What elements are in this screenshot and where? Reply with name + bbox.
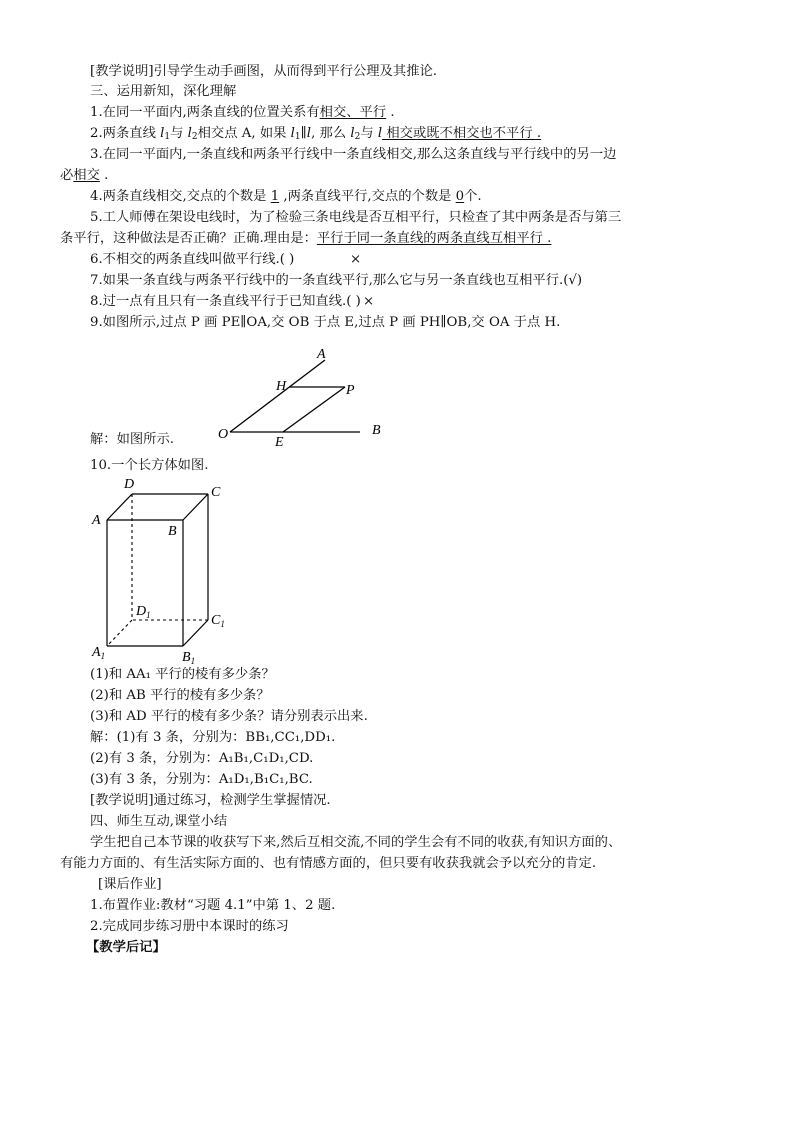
summary-line-2: 有能力方面的、有生活实际方面的、也有情感方面的，但只要有收获我就会予以充分的肯定. (60, 856, 597, 871)
teaching-note-1: [教学说明]引导学生动手画图，从而得到平行公理及其推论. (90, 64, 438, 79)
label-c: C (211, 485, 221, 500)
sub-question-1: (1)和 AA₁ 平行的棱有多少条？ (90, 667, 275, 682)
question-8: 8.过一点有且只有一条直线平行于已知直线.( ) (90, 294, 361, 309)
solution-1: 解：(1)有 3 条，分别为：BB₁,CC₁,DD₁. (90, 730, 336, 745)
question-2: 2.两条直线 $l_1$与 $l_2$相交点 A, 如果 $l_1\parallel l$, 那么 $l_2$与 l 相交或既不相交也不平行 . (90, 126, 542, 142)
edge-d1a1 (107, 620, 132, 646)
label-o: O (218, 427, 229, 442)
label-e: E (275, 435, 284, 450)
summary-line-1: 学生把自己本节课的收获写下来,然后互相交流,不同的学生会有不同的收获,有知识方面的、 (90, 835, 622, 850)
question-3-line-1: 3.在同一平面内,一条直线和两条平行线中一条直线相交,那么这条直线与平行线中的另一边 (90, 147, 617, 162)
section-4-heading: 四、师生互动,课堂小结 (90, 814, 228, 829)
question-9-solution: 解：如图所示. (90, 432, 175, 447)
label-a: A (317, 347, 326, 362)
question-9: 9.如图所示,过点 P 画 PE∥OA,交 OB 于点 E,过点 P 画 PH∥OB,交 OA 于点 H. (90, 315, 561, 330)
homework-item-2: 2.完成同步练习册中本课时的练习 (90, 919, 289, 934)
homework-heading: [课后作业] (98, 877, 162, 892)
label-b: B (168, 524, 177, 539)
homework-item-1: 1.布置作业:教材“习题 4.1”中第 1、2 题. (90, 898, 336, 913)
question-6: 6.不相交的两条直线叫做平行线.( ) (90, 252, 295, 267)
cross-mark-q6: × (350, 252, 362, 267)
sub-question-3: (3)和 AD 平行的棱有多少条？请分别表示出来. (90, 709, 368, 724)
edge-bc (183, 494, 208, 520)
question-5-line-2: 条平行，这种做法是否正确？正确.理由是：平行于同一条直线的两条直线互相平行 . (60, 231, 552, 246)
question-7: 7.如果一条直线与两条平行线中的一条直线平行,那么它与另一条直线也互相平行.(√) (90, 273, 583, 288)
question-10: 10.一个长方体如图. (90, 458, 209, 473)
teaching-note-2: [教学说明]通过练习，检测学生掌握情况. (90, 793, 331, 808)
question-5-line-1: 5.工人师傅在架设电线时，为了检验三条电线是否互相平行，只检查了其中两条是否与第三 (90, 210, 622, 225)
label-a1: $A_1$ (92, 645, 106, 661)
teaching-postscript-heading: 【教学后记】 (86, 940, 166, 955)
label-d1: $D_1$ (136, 604, 151, 620)
label-b1: $B_1$ (182, 650, 196, 666)
solution-3: (3)有 3 条，分别为：A₁D₁,B₁C₁,BC. (90, 772, 313, 787)
label-a: A (92, 513, 101, 528)
solution-2: (2)有 3 条，分别为：A₁B₁,C₁D₁,CD. (90, 751, 314, 766)
section-3-heading: 三、运用新知，深化理解 (90, 84, 237, 99)
ray-oa (230, 360, 325, 432)
figure-parallel-construction (210, 340, 400, 450)
figure-cuboid (86, 474, 246, 666)
edge-b1c1 (183, 620, 208, 646)
label-h: H (276, 379, 287, 394)
question-3-line-2: 必相交 . (60, 168, 109, 183)
cross-mark-q8: × (363, 294, 375, 309)
segment-pe (283, 387, 345, 432)
label-b: B (372, 423, 381, 438)
edge-da (107, 494, 132, 520)
label-c1: $C_1$ (211, 613, 225, 629)
question-4: 4.两条直线相交,交点的个数是 1 ,两条直线平行,交点的个数是 0个. (90, 189, 482, 204)
sub-question-2: (2)和 AB 平行的棱有多少条？ (90, 688, 270, 703)
label-p: P (346, 383, 355, 398)
label-d: D (124, 477, 135, 492)
question-1: 1.在同一平面内,两条直线的位置关系有相交、平行 . (90, 105, 395, 120)
